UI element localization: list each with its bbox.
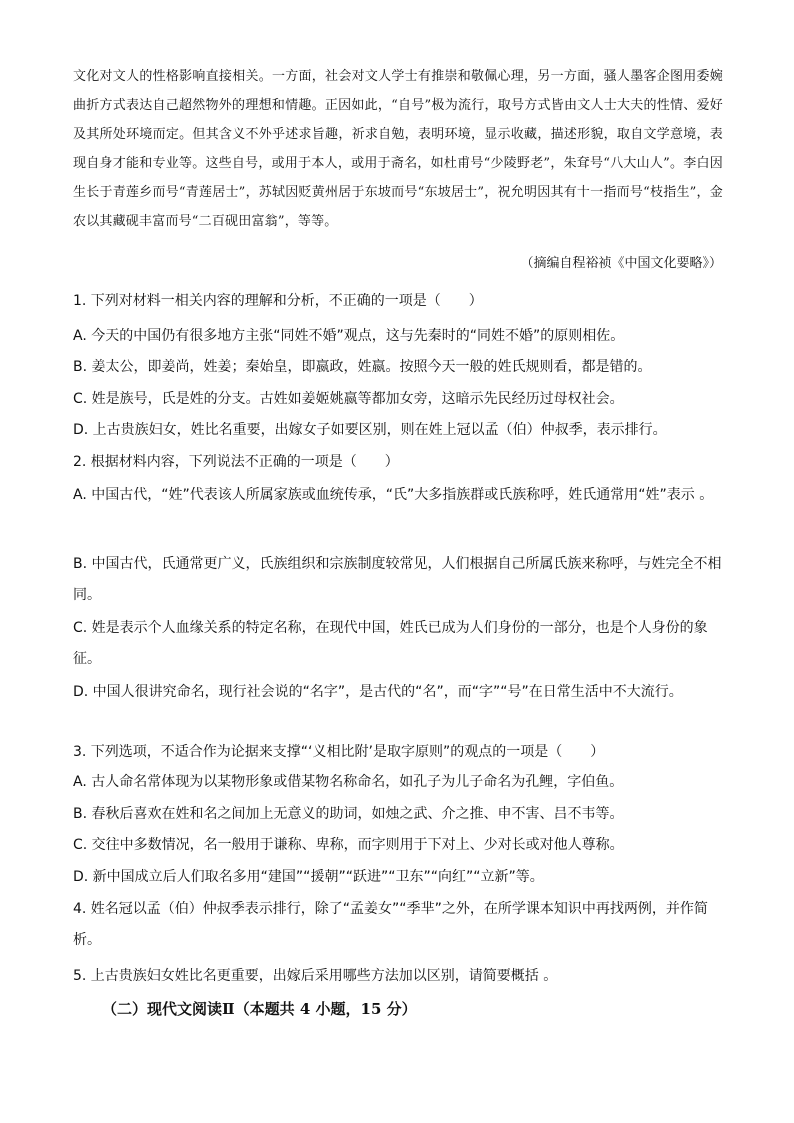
question-2-option-d: D. 中国人很讲究命名，现行社会说的“名字”，是古代的“名”，而“字”“号”在日常生活中不大流行。 xyxy=(73,684,683,700)
passage-paragraph: 文化对文人的性格影响直接相关。一方面，社会对文人学士有推崇和敬佩心理，另一方面，骚人墨客企图用委婉曲折方式表达自己超然物外的理想和情趣。正因如此，“自号”极为流行，取号方式皆由文人士大夫的性情、爱好及其所处环境而定。但其含义不外乎述求旨趣，祈求自勉，表明环境，显示收藏，描述形貌，取自文学意境，表现自身才能和专业等。这些自号，或用于本人，或用于斋名，如杜甫号“少陵野老”，朱耷号“八大山人”。李白因生长于青莲乡而号“青莲居士”，苏轼因贬黄州居于东坡而号“东坡居士”，祝允明因其有十一指而号“枝指生”，金农以其藏砚丰富而号“二百砚田富翁”，等等。 xyxy=(73,69,723,229)
question-1-stem: 1. 下列对材料一相关内容的理解和分析，不正确的一项是（ ） xyxy=(73,293,483,309)
question-3-option-a: A. 古人命名常体现为以某物形象或借某物名称命名，如孔子为儿子命名为孔鲤，字伯鱼。 xyxy=(73,774,624,790)
question-1-option-d: D. 上古贵族妇女，姓比名重要，出嫁女子如要区别，则在姓上冠以孟（伯）仲叔季，表示排行。 xyxy=(73,422,667,438)
question-1-option-a: A. 今天的中国仍有很多地方主张“同姓不婚”观点，这与先秦时的“同姓不婚”的原则相佐。 xyxy=(73,328,625,344)
question-3-option-b: B. 春秋后喜欢在姓和名之间加上无意义的助词，如烛之武、介之推、申不害、吕不韦等。 xyxy=(73,806,624,822)
question-2-option-b: B. 中国古代，氏通常更广义，氏族组织和宗族制度较常见，人们根据自己所属氏族来称呼，与姓完全不相同。 xyxy=(73,556,722,603)
passage-source: （摘编自程裕祯《中国文化要略》） xyxy=(520,256,722,271)
question-5: 5. 上古贵族妇女姓比名更重要，出嫁后采用哪些方法加以区别，请简要概括 。 xyxy=(73,968,558,984)
question-2-option-c: C. 姓是表示个人血缘关系的特定名称，在现代中国，姓氏已成为人们身份的一部分，也是个人身份的象征。 xyxy=(73,620,708,667)
question-3-stem: 3. 下列选项，不适合作为论据来支撑“‘义相比附’是取字原则”的观点的一项是（ ） xyxy=(73,744,605,760)
question-2-option-a: A. 中国古代，“姓”代表该人所属家族或血统传承，“氏”大多指族群或氏族称呼，姓氏通常用“姓”表示 。 xyxy=(73,487,714,503)
question-3-option-d: D. 新中国成立后人们取名多用“建国”“援朝”“跃进”“卫东”“向红”“立新”等。 xyxy=(73,869,544,885)
section-title: （二）现代文阅读Ⅱ（本题共 4 小题，15 分） xyxy=(102,1000,417,1018)
question-3-option-c: C. 交往中多数情况，名一般用于谦称、卑称，而字则用于下对上、少对长或对他人尊称。 xyxy=(73,837,624,853)
question-1-option-c: C. 姓是族号，氏是姓的分支。古姓如姜姬姚嬴等都加女旁，这暗示先民经历过母权社会。 xyxy=(73,391,624,407)
question-1-option-b: B. 姜太公，即姜尚，姓姜；秦始皇，即嬴政，姓嬴。按照今天一般的姓氏规则看，都是错的。 xyxy=(73,359,652,375)
question-2-stem: 2. 根据材料内容，下列说法不正确的一项是（ ） xyxy=(73,454,399,470)
question-4: 4. 姓名冠以孟（伯）仲叔季表示排行，除了“孟姜女”“季芈”之外，在所学课本知识中再找两例，并作简析。 xyxy=(73,901,708,948)
